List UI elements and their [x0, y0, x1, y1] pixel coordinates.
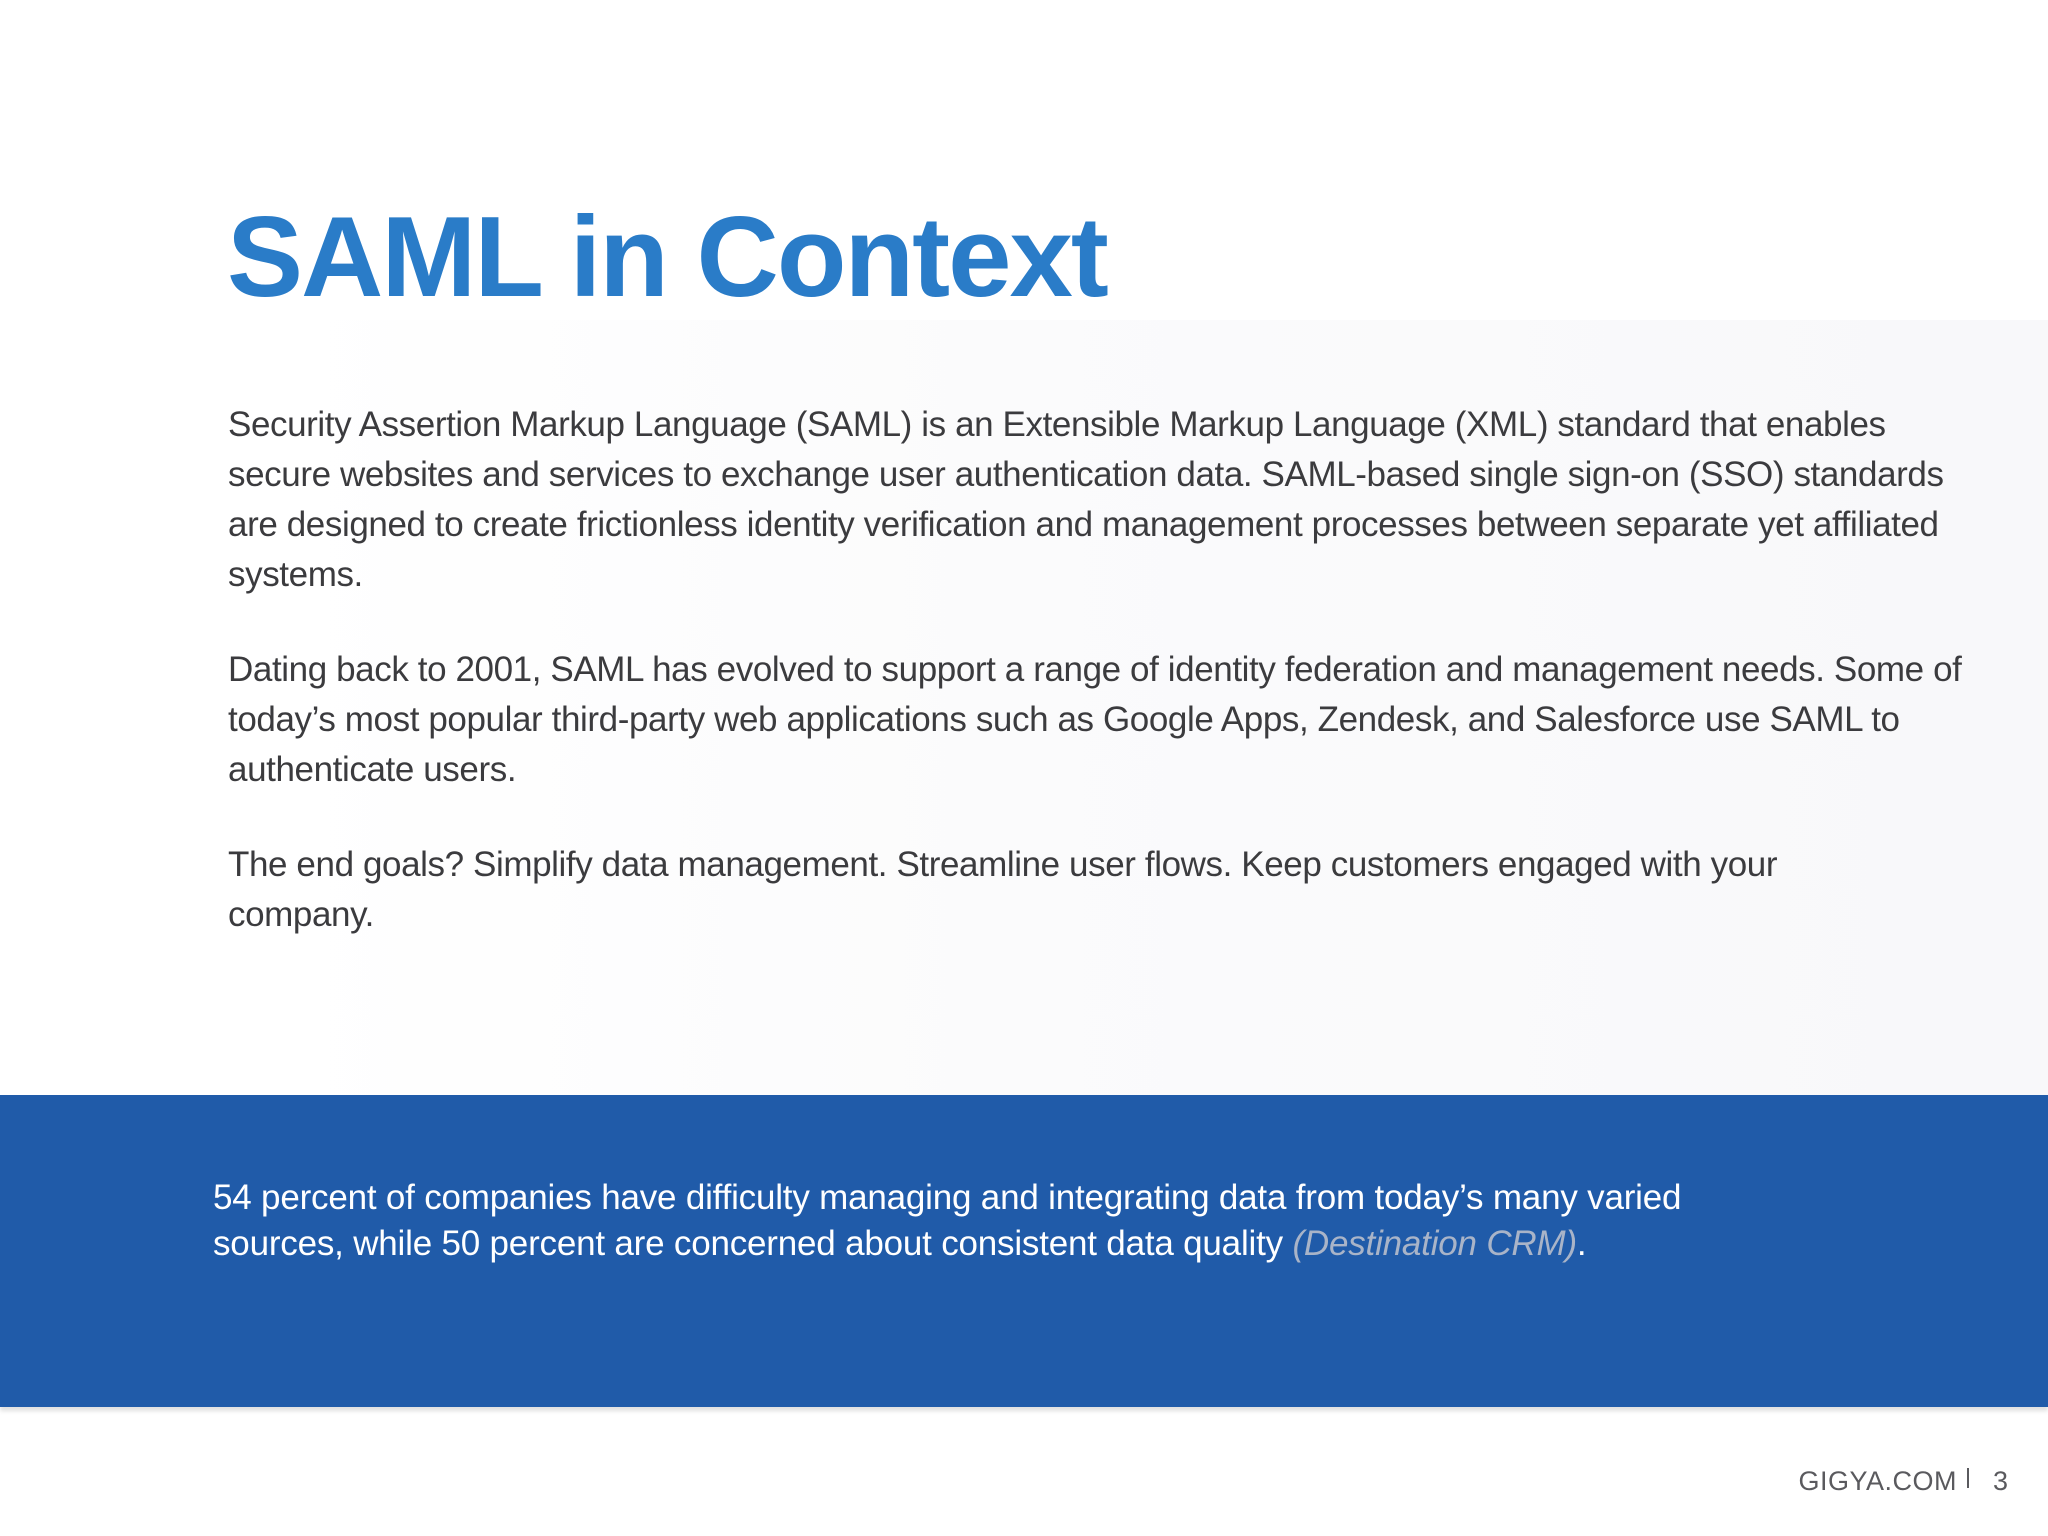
- footer-divider: [1967, 1468, 1969, 1488]
- footer-site: GIGYA.COM: [1798, 1466, 1957, 1496]
- slide-title: SAML in Context: [227, 194, 1107, 321]
- paragraph-saml-history: Dating back to 2001, SAML has evolved to support a range of identity federation and management needs. Some of today’s most popular third-party web applications such as Google Apps, Zendesk, and Salesforce use SAML to authenticate users.: [228, 650, 1962, 789]
- paragraph-saml-definition: Security Assertion Markup Language (SAML) is an Extensible Markup Language (XML) standard that enables secure websites and services to exchange user authentication data. SAML-based single sign-on (SSO) standards are designed to create frictionless identity verification and management processes between separate yet affiliated systems.: [228, 405, 1944, 594]
- slide-footer: [1798, 1466, 2008, 1497]
- statistic-text: 54 percent of companies have difficulty managing and integrating data from today’s many varied sources, while 50 percent are concerned about consistent data quality: [213, 1178, 1682, 1263]
- slide-body: [228, 400, 1988, 985]
- page-number: 3: [1992, 1466, 2008, 1496]
- paragraph-end-goals: The end goals? Simplify data management. Streamline user flows. Keep customers engaged with your company.: [228, 845, 1778, 934]
- statistic-callout: [213, 1175, 1693, 1267]
- statistic-callout-banner: [0, 1095, 2048, 1407]
- statistic-trailing-punctuation: .: [1576, 1224, 1587, 1263]
- statistic-source: (Destination CRM): [1292, 1224, 1577, 1263]
